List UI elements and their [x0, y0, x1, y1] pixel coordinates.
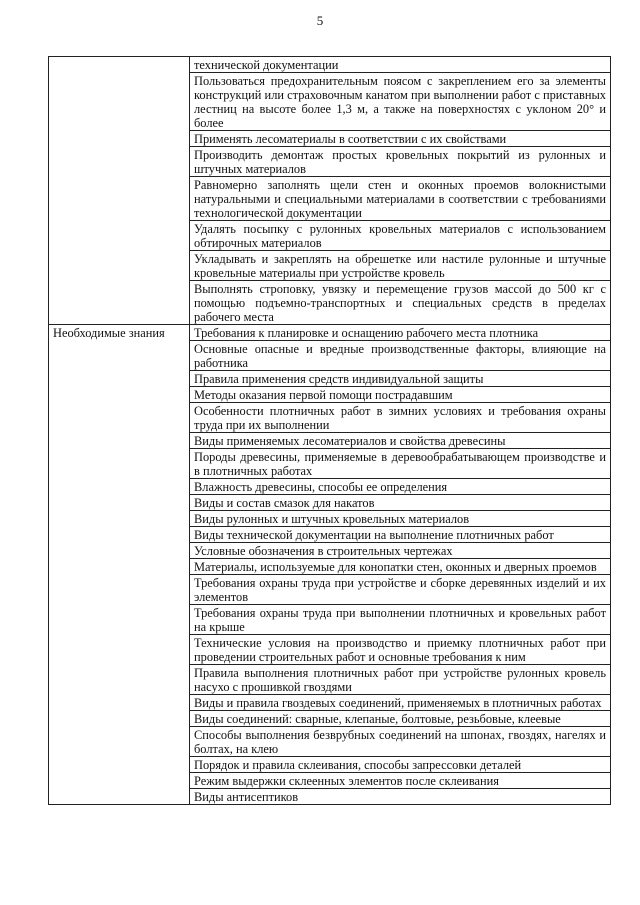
knowledge-item: Виды и состав смазок для накатов — [190, 495, 611, 511]
knowledge-item: Требования охраны труда при выполнении плотничных и кровельных работ на крыше — [190, 605, 611, 635]
competency-table — [48, 56, 611, 805]
knowledge-item: Виды технической документации на выполнение плотничных работ — [190, 527, 611, 543]
knowledge-item: Влажность древесины, способы ее определения — [190, 479, 611, 495]
knowledge-item: Виды рулонных и штучных кровельных материалов — [190, 511, 611, 527]
knowledge-item: Порядок и правила склеивания, способы запрессовки деталей — [190, 757, 611, 773]
skill-item: Применять лесоматериалы в соответствии с их свойствами — [190, 131, 611, 147]
knowledge-item: Виды и правила гвоздевых соединений, применяемых в плотничных работах — [190, 695, 611, 711]
knowledge-item: Виды применяемых лесоматериалов и свойства древесины — [190, 433, 611, 449]
knowledge-item: Материалы, используемые для конопатки стен, оконных и дверных проемов — [190, 559, 611, 575]
knowledge-row — [49, 325, 611, 341]
skill-item: Удалять посыпку с рулонных кровельных материалов с использованием обтирочных материалов — [190, 221, 611, 251]
knowledge-item: Технические условия на производство и приемку плотничных работ при проведении строительных работ и основные требования к ним — [190, 635, 611, 665]
knowledge-item: Виды соединений: сварные, клепаные, болтовые, резьбовые, клеевые — [190, 711, 611, 727]
knowledge-item: Способы выполнения безврубных соединений на шпонах, гвоздях, нагелях и болтах, на клею — [190, 727, 611, 757]
knowledge-item: Методы оказания первой помощи пострадавшим — [190, 387, 611, 403]
knowledge-item: Особенности плотничных работ в зимних условиях и требования охраны труда при их выполнении — [190, 403, 611, 433]
knowledge-label: Необходимые знания — [49, 325, 190, 805]
skills-label-cell — [49, 57, 190, 325]
knowledge-item: Правила выполнения плотничных работ при устройстве рулонных кровель насухо с прошивкой гвоздями — [190, 665, 611, 695]
knowledge-item: Правила применения средств индивидуальной защиты — [190, 371, 611, 387]
skill-item: Укладывать и закреплять на обрешетке или настиле рулонные и штучные кровельные материалы при устройстве кровель — [190, 251, 611, 281]
knowledge-item: Виды антисептиков — [190, 789, 611, 805]
knowledge-item: Основные опасные и вредные производственные факторы, влияющие на работника — [190, 341, 611, 371]
skill-item: Пользоваться предохранительным поясом с закреплением его за элементы конструкций или страховочным канатом при выполнении работ с приставных лестниц на высоте более 1,3 м, а также на поверхностях с уклоном 20° и более — [190, 73, 611, 131]
knowledge-item: Породы древесины, применяемые в деревообрабатывающем производстве и в плотничных работах — [190, 449, 611, 479]
knowledge-item: Условные обозначения в строительных чертежах — [190, 543, 611, 559]
skill-item: Равномерно заполнять щели стен и оконных проемов волокнистыми натуральными и специальными материалами в соответствии с требованиями технологической документации — [190, 177, 611, 221]
knowledge-item: Режим выдержки склеенных элементов после склеивания — [190, 773, 611, 789]
skill-item: технической документации — [190, 57, 611, 73]
page-number: 5 — [316, 13, 324, 28]
skill-row — [49, 57, 611, 73]
skill-item: Выполнять строповку, увязку и перемещение грузов массой до 500 кг с помощью подъемно-транспортных и специальных средств в пределах рабочего места — [190, 281, 611, 325]
knowledge-item: Требования охраны труда при устройстве и сборке деревянных изделий и их элементов — [190, 575, 611, 605]
skill-item: Производить демонтаж простых кровельных покрытий из рулонных и штучных материалов — [190, 147, 611, 177]
knowledge-item: Требования к планировке и оснащению рабочего места плотника — [190, 325, 611, 341]
